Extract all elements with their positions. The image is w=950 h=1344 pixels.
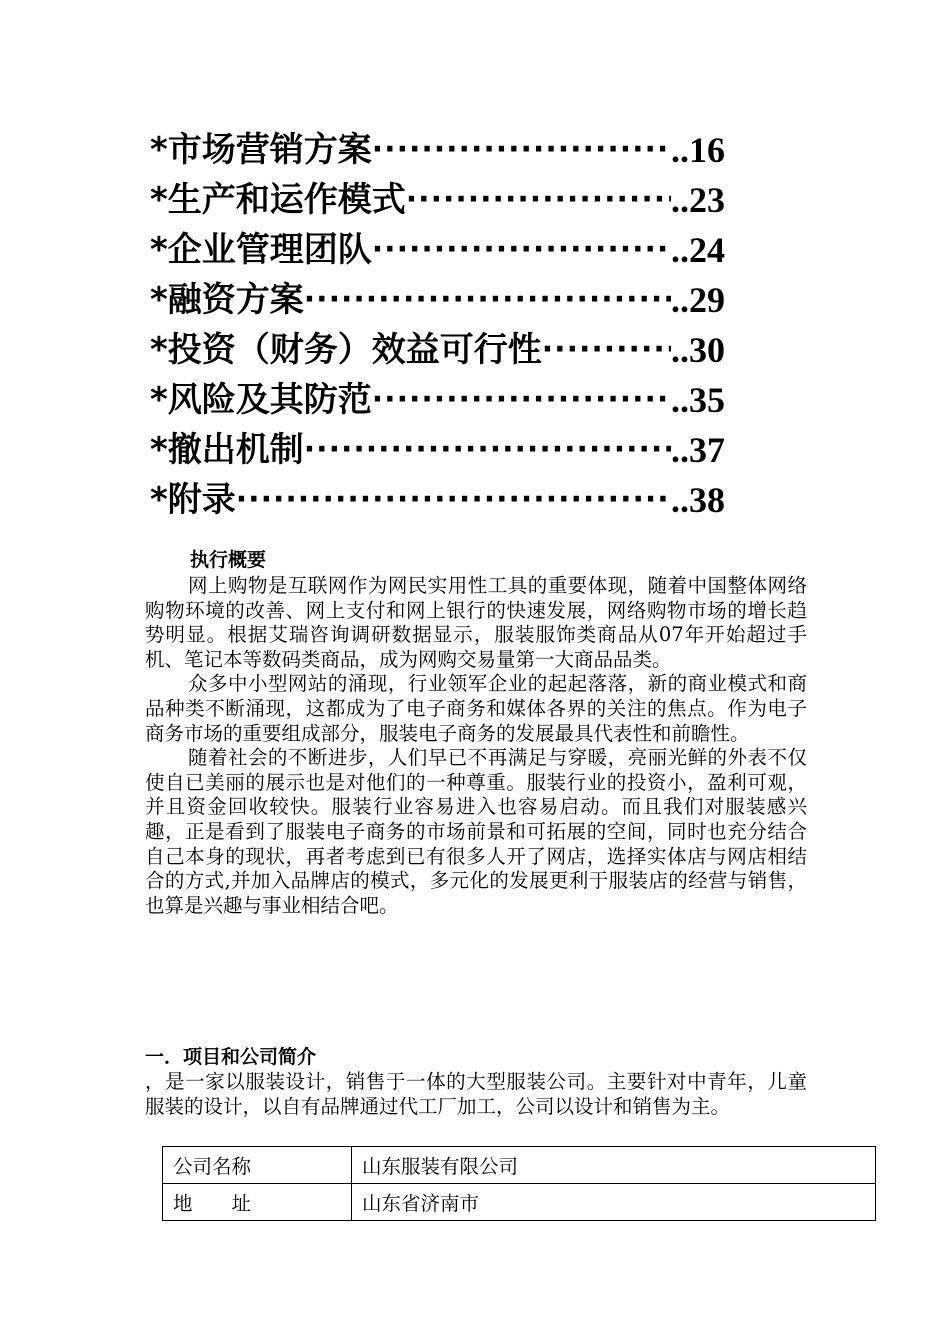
toc-entry-page: ..37	[671, 430, 725, 470]
toc-entry-page: ..35	[671, 380, 725, 420]
table-of-contents	[150, 125, 725, 525]
toc-leader-dots	[372, 375, 671, 425]
company-info-table	[162, 1146, 876, 1221]
toc-leader-dots	[236, 475, 671, 525]
toc-entry-title: *投资（财务）效益可行性	[150, 330, 542, 370]
toc-entry-title: *市场营销方案	[150, 130, 372, 170]
toc-leader-dots	[372, 225, 671, 275]
toc-entry-page: ..24	[671, 230, 725, 270]
section-intro-text: ，是一家以服装设计，销售于一体的大型服装公司。主要针对中青年，儿童服装的设计，以自有品牌通过代工厂加工，公司以设计和销售为主。	[145, 1070, 807, 1118]
toc-entry[interactable]	[150, 225, 725, 275]
toc-entry-page: ..38	[671, 480, 725, 520]
toc-entry[interactable]	[150, 275, 725, 325]
summary-paragraph: 网上购物是互联网作为网民实用性工具的重要体现，随着中国整体网络购物环境的改善、网上支付和网上银行的快速发展，网络购物市场的增长趋势明显。根据艾瑞咨询调研数据显示，服装服饰类商品从07年开始超过手机、笔记本等数码类商品，成为网购交易量第一大商品品类。	[145, 574, 807, 671]
toc-entry-page: ..30	[671, 330, 725, 370]
toc-entry[interactable]	[150, 125, 725, 175]
section-intro	[145, 1070, 807, 1119]
toc-leader-dots	[304, 275, 671, 325]
summary-paragraph: 随着社会的不断进步，人们早已不再满足与穿暖，亮丽光鲜的外表不仅使自已美丽的展示也是对他们的一种尊重。服装行业的投资小，盈利可观，并且资金回收较快。服装行业容易进入也容易启动。而且我们对服装感兴趣，正是看到了服装电子商务的市场前景和可拓展的空间，同时也充分结合自己本身的现状，再者考虑到已有很多人开了网店，选择实体店与网店相结合的方式,并加入品牌店的模式，多元化的发展更利于服装店的经营与销售，也算是兴趣与事业相结合吧。	[145, 746, 807, 917]
table-row	[163, 1147, 876, 1184]
executive-summary-body	[145, 574, 807, 918]
summary-paragraph: 众多中小型网站的涌现，行业领军企业的起起落落，新的商业模式和商品种类不断涌现，这都成为了电子商务和媒体各界的关注的焦点。作为电子商务市场的重要组成部分，服装电子商务的发展最具代表性和前瞻性。	[145, 672, 807, 745]
toc-entry-title: *风险及其防范	[150, 380, 372, 420]
toc-entry[interactable]	[150, 375, 725, 425]
toc-entry[interactable]	[150, 175, 725, 225]
toc-entry[interactable]	[150, 475, 725, 525]
toc-leader-dots	[542, 325, 671, 375]
table-value-cell: 山东省济南市	[352, 1184, 876, 1221]
toc-entry-title: *附录	[150, 480, 236, 520]
section-heading: 一．项目和公司简介	[145, 1046, 317, 1068]
table-row	[163, 1184, 876, 1221]
toc-entry-title: *企业管理团队	[150, 230, 372, 270]
executive-summary-heading: 执行概要	[190, 549, 267, 571]
table-key-cell: 公司名称	[163, 1147, 352, 1184]
toc-entry-title: *融资方案	[150, 280, 304, 320]
toc-entry-page: ..29	[671, 280, 725, 320]
table-value-cell: 山东服装有限公司	[352, 1147, 876, 1184]
toc-leader-dots	[304, 425, 671, 475]
table-key-cell: 地 址	[163, 1184, 352, 1221]
toc-entry-title: *生产和运作模式	[150, 180, 406, 220]
toc-leader-dots	[406, 175, 671, 225]
toc-entry-title: *撤出机制	[150, 430, 304, 470]
toc-entry[interactable]	[150, 425, 725, 475]
toc-entry-page: ..23	[671, 180, 725, 220]
toc-entry[interactable]	[150, 325, 725, 375]
toc-leader-dots	[372, 125, 671, 175]
toc-entry-page: ..16	[671, 130, 725, 170]
